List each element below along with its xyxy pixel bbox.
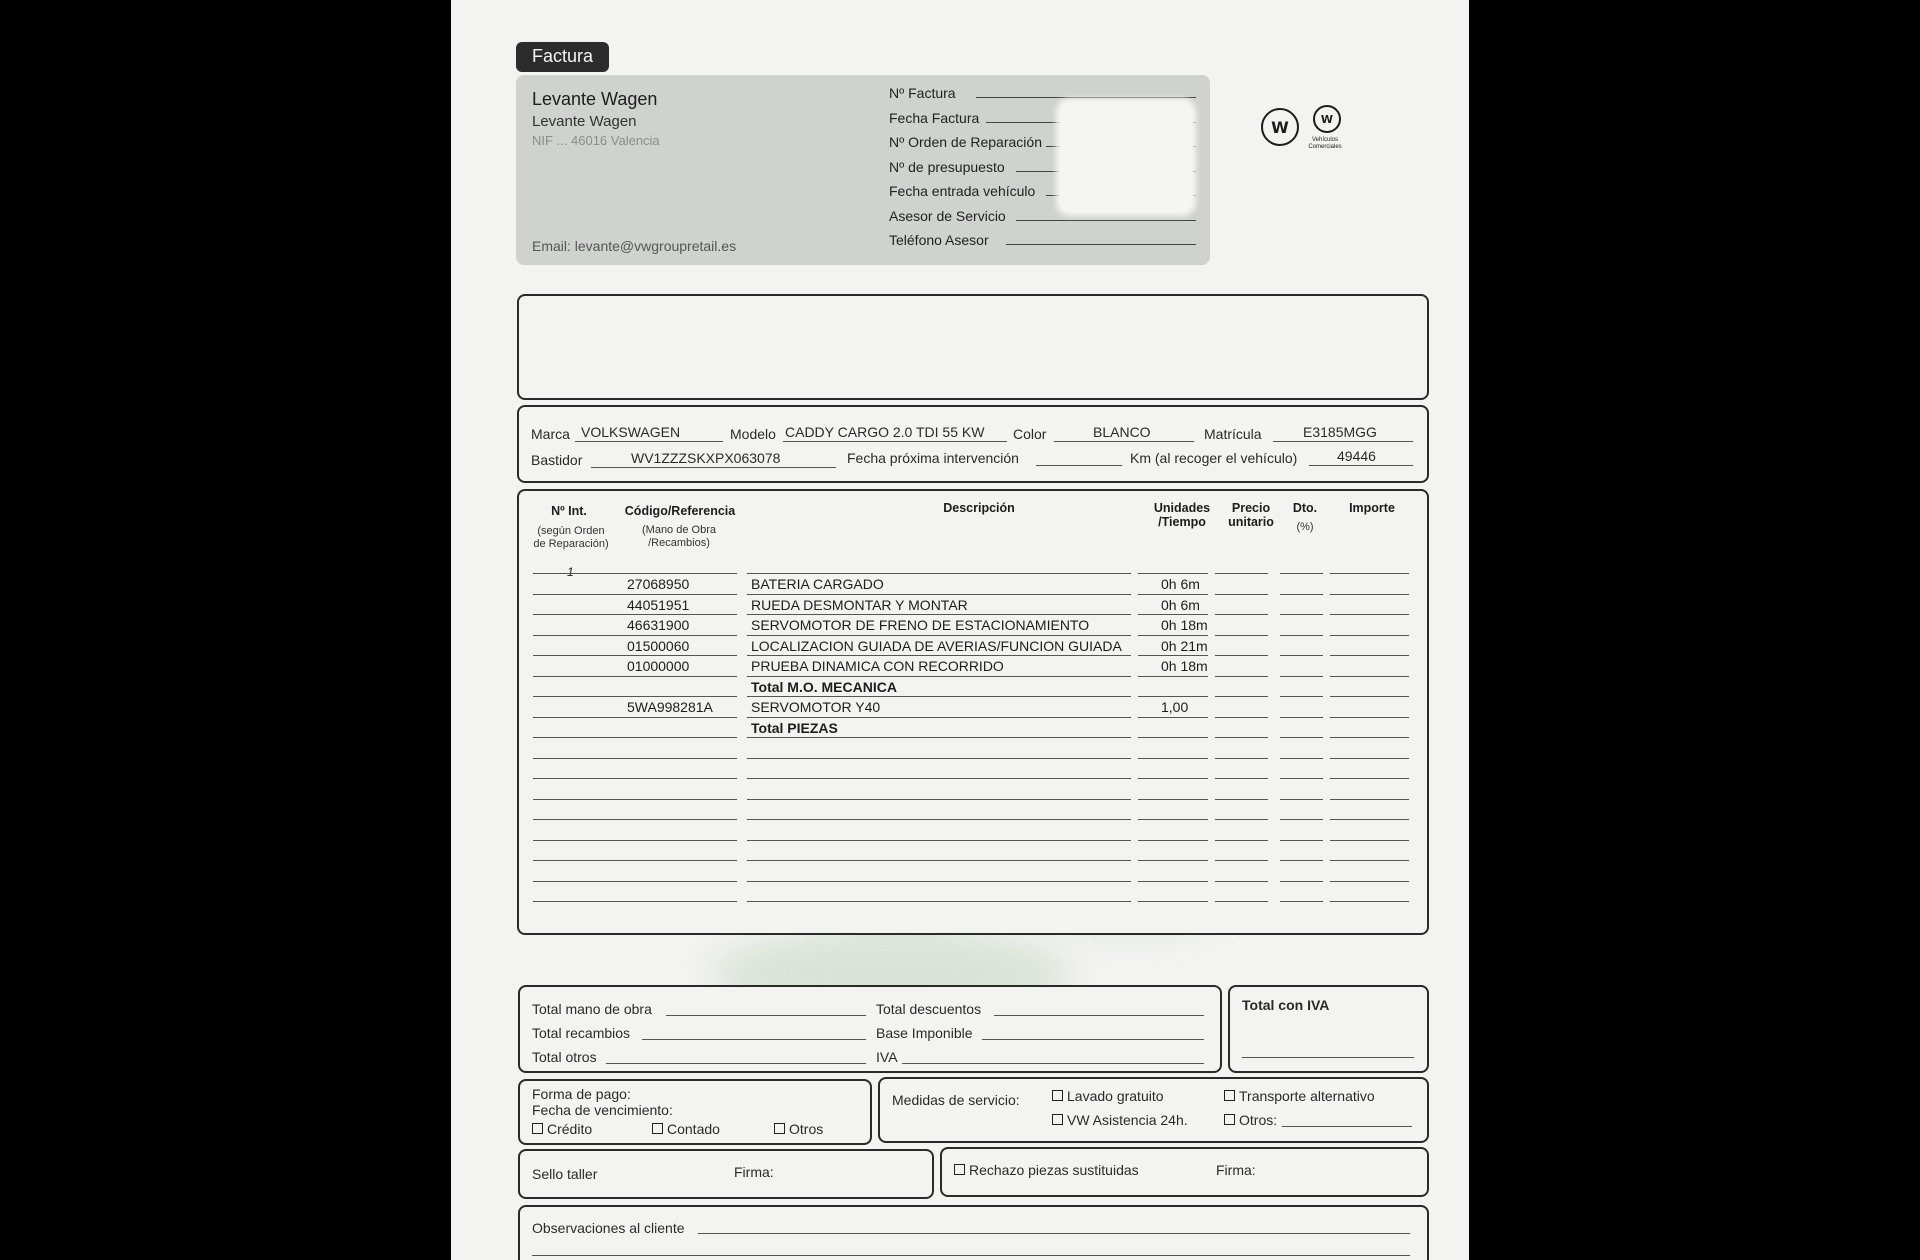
table-rule-line (1330, 901, 1409, 902)
col-header-nint: Nº Int. (551, 504, 587, 518)
table-rule-line (1215, 717, 1268, 718)
plate-value: E3185MGG (1303, 424, 1377, 440)
table-rule-line (617, 635, 737, 636)
row-code: 27068950 (627, 576, 690, 592)
table-rule-line (617, 819, 737, 820)
km-value: 49446 (1337, 448, 1376, 464)
table-rule-line (533, 758, 624, 759)
table-rule-line (1138, 696, 1208, 697)
table-rule-line (747, 717, 1131, 718)
col-header-unidades: Unidades /Tiempo (1153, 501, 1211, 529)
col-header-importe: Importe (1349, 501, 1395, 515)
items-table-box (517, 489, 1429, 935)
observations-line (532, 1255, 1410, 1256)
row-description: Total M.O. MECANICA (751, 678, 897, 695)
redaction-blur (1056, 98, 1196, 216)
table-rule-line (1215, 819, 1268, 820)
table-rule-line (1280, 717, 1323, 718)
table-rule-line (1138, 881, 1208, 882)
table-rule-line (1280, 860, 1323, 861)
alt-transport-label: Transporte alternativo (1239, 1088, 1375, 1104)
row-description: LOCALIZACION GUIADA DE AVERIAS/FUNCION GUIADA (751, 637, 1122, 654)
row-description: RUEDA DESMONTAR Y MONTAR (751, 596, 968, 613)
table-rule-line (617, 881, 737, 882)
free-wash-checkbox[interactable] (1052, 1090, 1063, 1101)
table-rule-line (1138, 676, 1208, 677)
brand-value: VOLKSWAGEN (581, 424, 681, 440)
service-advisor-label: Asesor de Servicio (889, 208, 1006, 224)
table-rule-line (1215, 860, 1268, 861)
table-rule-line (1330, 737, 1409, 738)
row-description: BATERIA CARGADO (751, 576, 884, 592)
col-subheader-dto: (%) (1296, 521, 1314, 533)
other-payment-option[interactable] (774, 1121, 823, 1137)
table-rule-line (1215, 594, 1268, 595)
table-rule-line (533, 778, 624, 779)
table-rule-line (747, 881, 1131, 882)
row-code: 01500060 (627, 637, 690, 654)
table-rule-line (1215, 840, 1268, 841)
table-rule-line (747, 573, 1131, 574)
workshop-seal-label: Sello taller (532, 1166, 598, 1182)
observations-label: Observaciones al cliente (532, 1220, 685, 1236)
company-name: Levante Wagen (532, 89, 658, 109)
credit-checkbox[interactable] (532, 1123, 543, 1134)
chassis-line (591, 467, 836, 468)
roadside-assistance-option[interactable] (1052, 1112, 1188, 1128)
table-rule-line (1215, 614, 1268, 615)
cash-label: Contado (667, 1121, 720, 1137)
row-units: 0h 18m (1161, 658, 1208, 674)
table-rule-line (1215, 635, 1268, 636)
row-units: 1,00 (1161, 699, 1189, 715)
budget-number-label: Nº de presupuesto (889, 159, 1005, 175)
alt-transport-option[interactable] (1224, 1088, 1375, 1104)
other-total-line (606, 1063, 866, 1064)
table-rule-line (617, 799, 737, 800)
table-rule-line (1215, 901, 1268, 902)
table-rule-line (533, 614, 624, 615)
other-service-line (1282, 1126, 1412, 1127)
table-rule-line (1138, 655, 1208, 656)
table-rule-line (1330, 717, 1409, 718)
table-rule-line (1215, 778, 1268, 779)
payment-box (518, 1079, 872, 1145)
table-rule-line (533, 594, 624, 595)
parts-rejection-label: Rechazo piezas sustituidas (969, 1162, 1139, 1178)
table-rule-line (1138, 901, 1208, 902)
table-rule-line (617, 860, 737, 861)
row-code: 44051951 (627, 596, 690, 613)
table-rule-line (1280, 758, 1323, 759)
other-total-label: Total otros (532, 1049, 597, 1065)
roadside-assistance-checkbox[interactable] (1052, 1114, 1063, 1125)
table-rule-line (533, 819, 624, 820)
table-rule-line (1138, 799, 1208, 800)
table-rule-line (747, 840, 1131, 841)
table-rule-line (1215, 676, 1268, 677)
table-rule-line (1280, 778, 1323, 779)
table-rule-line (1138, 860, 1208, 861)
color-value: BLANCO (1093, 424, 1151, 440)
km-line (1309, 465, 1413, 466)
table-rule-line (533, 860, 624, 861)
table-rule-line (1138, 737, 1208, 738)
service-measures-label: Medidas de servicio: (892, 1092, 1020, 1108)
table-rule-line (1280, 696, 1323, 697)
table-rule-line (617, 778, 737, 779)
table-rule-line (747, 737, 1131, 738)
col-header-codigo: Código/Referencia (624, 504, 736, 518)
chassis-label: Bastidor (531, 452, 583, 468)
customer-signature-label: Firma: (1216, 1162, 1256, 1178)
table-rule-line (747, 901, 1131, 902)
vw-logo-icon: W (1261, 108, 1299, 146)
table-rule-line (533, 696, 624, 697)
table-rule-line (1138, 635, 1208, 636)
alt-transport-checkbox[interactable] (1224, 1090, 1235, 1101)
parts-total-label: Total recambios (532, 1025, 631, 1041)
table-rule-line (1215, 758, 1268, 759)
parts-total-line (642, 1039, 866, 1040)
model-line (783, 441, 1007, 442)
chassis-value: WV1ZZZSKXPX063078 (631, 450, 781, 466)
workshop-signature-label: Firma: (734, 1164, 774, 1180)
table-rule-line (747, 655, 1131, 656)
table-rule-line (533, 840, 624, 841)
document-type-tag: Factura (516, 42, 609, 72)
row-code: 5WA998281A (627, 699, 713, 715)
vw-commercial-logo-icon: W (1313, 105, 1341, 133)
vw-commercial-label: Vehículos Comerciales (1308, 137, 1342, 150)
table-rule-line (1330, 819, 1409, 820)
row-units: 0h 21m (1161, 637, 1208, 654)
table-rule-line (1280, 901, 1323, 902)
table-rule-line (1280, 635, 1323, 636)
table-rule-line (747, 696, 1131, 697)
col-header-precio: Precio unitario (1228, 501, 1274, 529)
advisor-phone-line (1006, 244, 1196, 245)
row-units: 0h 6m (1161, 596, 1200, 613)
table-rule-line (1138, 840, 1208, 841)
table-rule-line (1215, 655, 1268, 656)
row-description: PRUEBA DINAMICA CON RECORRIDO (751, 658, 1004, 674)
totals-box (518, 985, 1222, 1073)
table-rule-line (747, 860, 1131, 861)
table-rule-line (1330, 573, 1409, 574)
cash-checkbox[interactable] (652, 1123, 663, 1134)
col-header-dto: Dto. (1292, 501, 1318, 515)
table-rule-line (533, 717, 624, 718)
plate-label: Matrícula (1204, 426, 1262, 442)
km-label: Km (al recoger el vehículo) (1130, 450, 1298, 466)
discount-total-line (994, 1015, 1204, 1016)
table-rule-line (617, 573, 737, 574)
table-rule-line (1215, 737, 1268, 738)
color-line (1054, 441, 1194, 442)
table-rule-line (747, 635, 1131, 636)
table-rule-line (1330, 696, 1409, 697)
table-rule-line (533, 901, 624, 902)
table-rule-line (533, 799, 624, 800)
model-value: CADDY CARGO 2.0 TDI 55 KW (785, 424, 985, 440)
credit-option[interactable] (532, 1121, 592, 1137)
table-rule-line (617, 840, 737, 841)
total-with-vat-label: Total con IVA (1242, 997, 1330, 1013)
table-rule-line (747, 676, 1131, 677)
company-email: Email: levante@vwgroupretail.es (532, 238, 737, 254)
table-rule-line (1280, 881, 1323, 882)
brand-label: Marca (531, 426, 570, 442)
row-description: Total PIEZAS (751, 719, 838, 736)
free-wash-label: Lavado gratuito (1067, 1088, 1164, 1104)
parts-rejection-option[interactable] (954, 1162, 1139, 1178)
customer-box (517, 294, 1429, 400)
table-rule-line (1330, 840, 1409, 841)
table-rule-line (1280, 614, 1323, 615)
advisor-phone-label: Teléfono Asesor (889, 232, 989, 248)
table-rule-line (1280, 737, 1323, 738)
vat-line (902, 1063, 1204, 1064)
parts-rejection-checkbox[interactable] (954, 1164, 965, 1175)
table-rule-line (1215, 573, 1268, 574)
table-rule-line (617, 655, 737, 656)
table-rule-line (533, 655, 624, 656)
col-subheader-codigo: (Mano de Obra /Recambios) (642, 524, 716, 549)
table-rule-line (1280, 573, 1323, 574)
table-rule-line (1138, 594, 1208, 595)
free-wash-option[interactable] (1052, 1088, 1164, 1104)
table-rule-line (1138, 819, 1208, 820)
col-header-descripcion: Descripción (943, 501, 1015, 515)
parts-rejection-box (940, 1147, 1429, 1197)
observations-line (698, 1233, 1410, 1234)
credit-label: Crédito (547, 1121, 593, 1137)
company-subname: Levante Wagen (532, 113, 637, 130)
row-code: 01000000 (627, 658, 690, 674)
table-rule-line (747, 758, 1131, 759)
col-subheader-nint: (según Orden de Reparación) (533, 525, 609, 550)
service-advisor-line (1016, 220, 1196, 221)
table-rule-line (1330, 860, 1409, 861)
table-rule-line (1280, 655, 1323, 656)
vehicle-entry-date-label: Fecha entrada vehículo (889, 183, 1036, 199)
table-rule-line (1138, 778, 1208, 779)
row-units: 0h 6m (1161, 576, 1200, 592)
table-rule-line (617, 614, 737, 615)
table-rule-line (1330, 655, 1409, 656)
table-rule-line (1330, 778, 1409, 779)
table-rule-line (617, 737, 737, 738)
table-rule-line (617, 901, 737, 902)
roadside-assistance-label: VW Asistencia 24h. (1067, 1112, 1188, 1128)
table-rule-line (617, 717, 737, 718)
table-rule-line (1330, 799, 1409, 800)
table-rule-line (1330, 635, 1409, 636)
workshop-seal-box (518, 1149, 934, 1199)
other-service-option[interactable] (1224, 1112, 1277, 1128)
table-rule-line (1330, 758, 1409, 759)
table-rule-line (617, 676, 737, 677)
vehicle-info-box (517, 405, 1429, 483)
table-rule-line (617, 758, 737, 759)
table-rule-line (1215, 799, 1268, 800)
company-nif: NIF ... 46016 Valencia (532, 133, 660, 148)
table-rule-line (1330, 594, 1409, 595)
table-rule-line (1330, 881, 1409, 882)
table-rule-line (533, 676, 624, 677)
table-rule-line (1280, 676, 1323, 677)
table-rule-line (747, 778, 1131, 779)
table-rule-line (533, 881, 624, 882)
observations-box (518, 1205, 1429, 1260)
table-rule-line (1215, 696, 1268, 697)
other-service-checkbox[interactable] (1224, 1114, 1235, 1125)
table-rule-line (1138, 717, 1208, 718)
table-rule-line (1280, 594, 1323, 595)
table-rule-line (1138, 573, 1208, 574)
first-int-number: 1 (567, 565, 574, 579)
table-rule-line (1280, 840, 1323, 841)
next-intervention-line (1036, 465, 1122, 466)
table-rule-line (617, 594, 737, 595)
table-rule-line (1280, 799, 1323, 800)
plate-line (1273, 441, 1413, 442)
table-rule-line (747, 799, 1131, 800)
row-code: 46631900 (627, 617, 690, 633)
table-rule-line (747, 594, 1131, 595)
other-service-label: Otros: (1239, 1112, 1278, 1128)
table-rule-line (747, 819, 1131, 820)
table-rule-line (533, 635, 624, 636)
other-payment-label: Otros (789, 1121, 824, 1137)
invoice-paper (451, 0, 1469, 1260)
payment-method-label: Forma de pago: (532, 1086, 631, 1102)
vat-label: IVA (876, 1049, 898, 1065)
invoice-date-label: Fecha Factura (889, 110, 980, 126)
cash-option[interactable] (652, 1121, 720, 1137)
total-with-vat-line (1242, 1057, 1414, 1058)
due-date-label: Fecha de vencimiento: (532, 1102, 673, 1118)
table-rule-line (533, 573, 624, 574)
labour-total-label: Total mano de obra (532, 1001, 652, 1017)
labour-total-line (666, 1015, 866, 1016)
row-units: 0h 18m (1161, 617, 1208, 633)
tax-base-label: Base Imponible (876, 1025, 973, 1041)
table-rule-line (1330, 676, 1409, 677)
row-description: SERVOMOTOR DE FRENO DE ESTACIONAMIENTO (751, 617, 1090, 633)
total-with-vat-box (1228, 985, 1429, 1073)
table-rule-line (1215, 881, 1268, 882)
model-label: Modelo (730, 426, 776, 442)
table-rule-line (1138, 758, 1208, 759)
table-rule-line (1280, 819, 1323, 820)
table-rule-line (1330, 614, 1409, 615)
next-intervention-label: Fecha próxima intervención (847, 450, 1019, 466)
table-rule-line (617, 696, 737, 697)
repair-order-label: Nº Orden de Reparación (889, 134, 1042, 150)
tax-base-line (982, 1039, 1204, 1040)
service-measures-box (878, 1077, 1429, 1143)
table-rule-line (533, 737, 624, 738)
color-label: Color (1013, 426, 1047, 442)
row-description: SERVOMOTOR Y40 (751, 699, 881, 715)
discount-total-label: Total descuentos (876, 1001, 982, 1017)
table-rule-line (1138, 614, 1208, 615)
brand-line (575, 441, 723, 442)
invoice-number-label: Nº Factura (889, 85, 956, 101)
other-payment-checkbox[interactable] (774, 1123, 785, 1134)
table-rule-line (747, 614, 1131, 615)
